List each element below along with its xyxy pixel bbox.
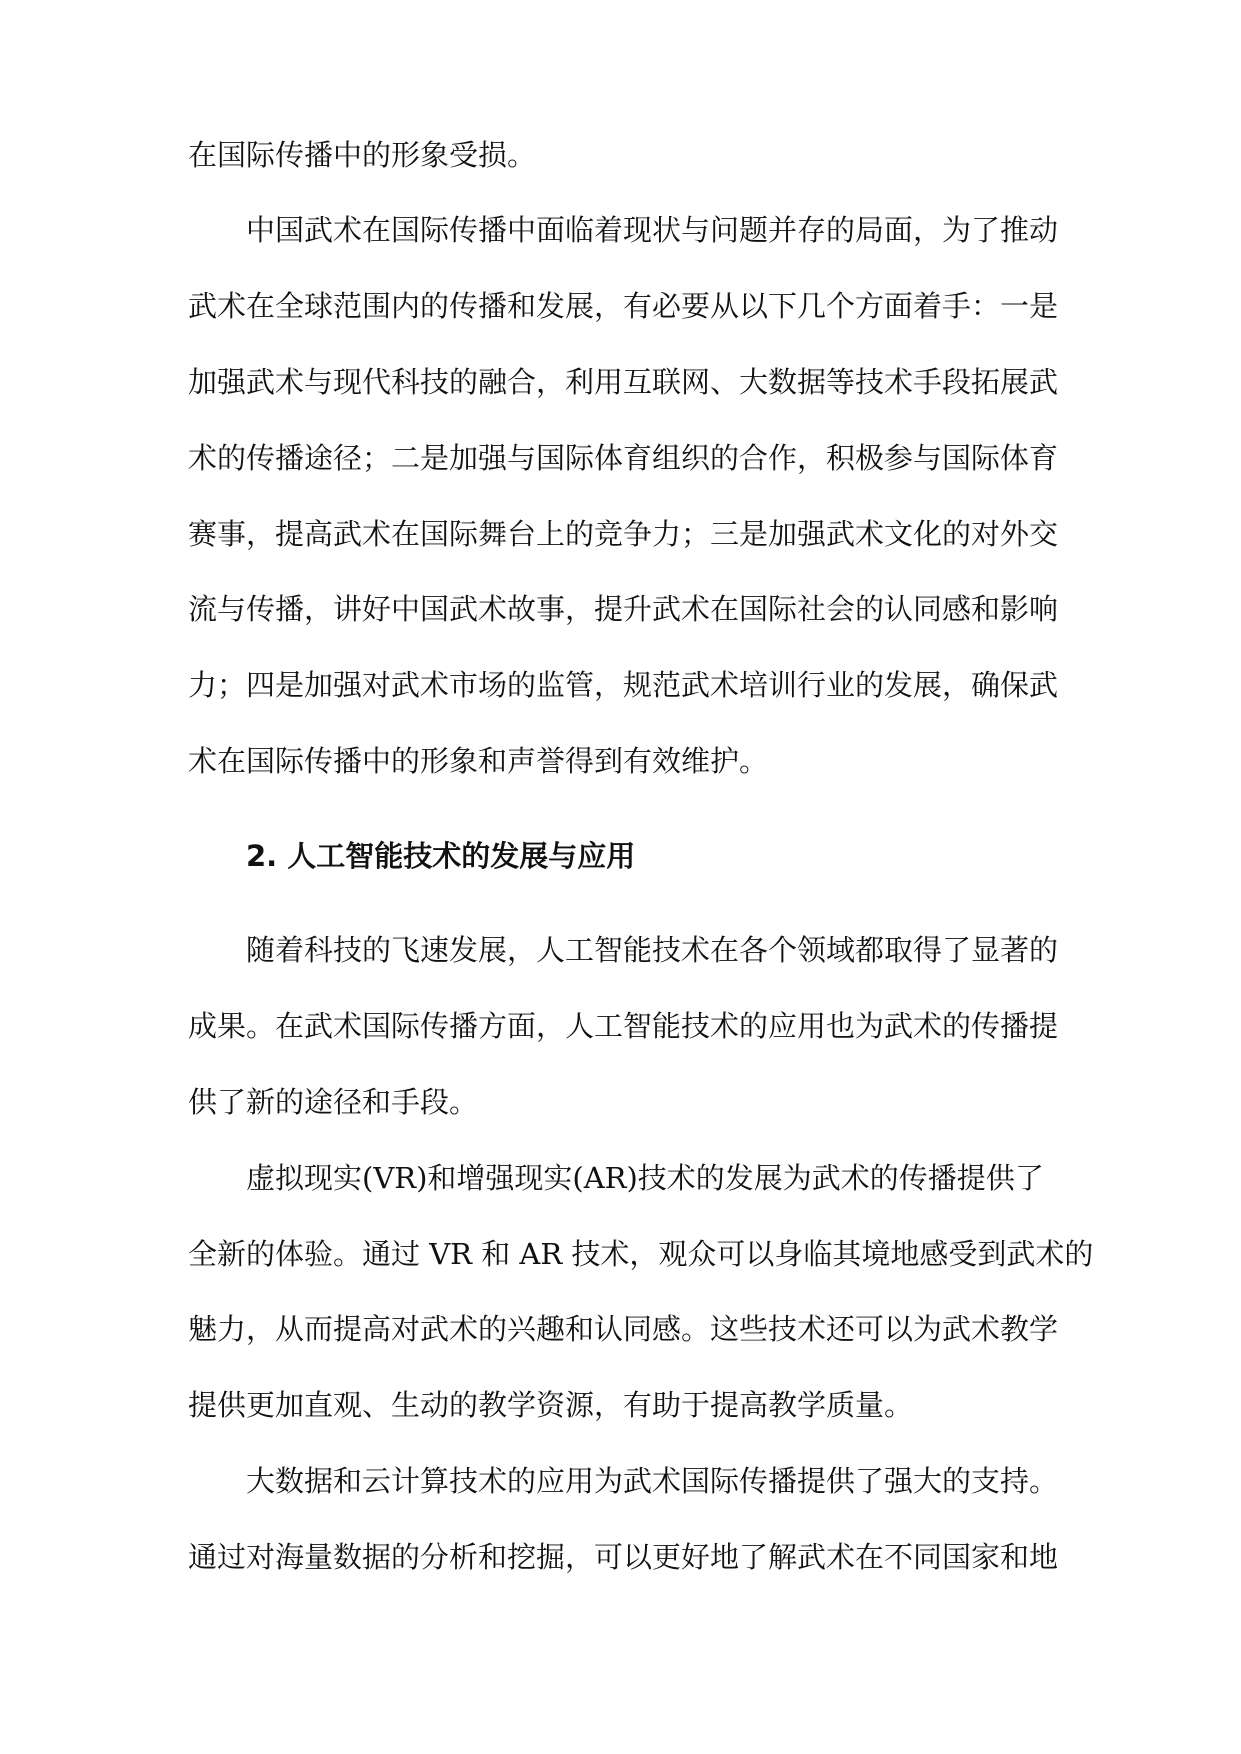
paragraph-line: 大数据和云计算技术的应用为武术国际传播提供了强大的支持。 bbox=[246, 1464, 1059, 1498]
paragraph-line: 供了新的途径和手段。 bbox=[188, 1085, 479, 1119]
paragraph-line: 术的传播途径；二是加强与国际体育组织的合作，积极参与国际体育 bbox=[188, 441, 1059, 475]
paragraph-line: 赛事，提高武术在国际舞台上的竞争力；三是加强武术文化的对外交 bbox=[188, 517, 1059, 551]
section-heading: 2. 人工智能技术的发展与应用 bbox=[246, 839, 636, 873]
paragraph-line: 中国武术在国际传播中面临着现状与问题并存的局面，为了推动 bbox=[246, 213, 1059, 247]
paragraph-line: 通过对海量数据的分析和挖掘，可以更好地了解武术在不同国家和地 bbox=[188, 1540, 1059, 1574]
paragraph-line: 术在国际传播中的形象和声誉得到有效维护。 bbox=[188, 744, 769, 778]
paragraph-line: 虚拟现实(VR)和增强现实(AR)技术的发展为武术的传播提供了 bbox=[246, 1161, 1044, 1195]
paragraph-line: 全新的体验。通过 VR 和 AR 技术，观众可以身临其境地感受到武术的 bbox=[188, 1237, 1094, 1271]
paragraph-line: 武术在全球范围内的传播和发展，有必要从以下几个方面着手：一是 bbox=[188, 289, 1059, 323]
paragraph-line: 成果。在武术国际传播方面，人工智能技术的应用也为武术的传播提 bbox=[188, 1009, 1059, 1043]
paragraph-line: 提供更加直观、生动的教学资源，有助于提高教学质量。 bbox=[188, 1388, 914, 1422]
paragraph-line: 魅力，从而提高对武术的兴趣和认同感。这些技术还可以为武术教学 bbox=[188, 1312, 1059, 1346]
paragraph-line: 随着科技的飞速发展，人工智能技术在各个领域都取得了显著的 bbox=[246, 933, 1059, 967]
paragraph-line: 流与传播，讲好中国武术故事，提升武术在国际社会的认同感和影响 bbox=[188, 592, 1059, 626]
paragraph-line: 加强武术与现代科技的融合，利用互联网、大数据等技术手段拓展武 bbox=[188, 365, 1059, 399]
paragraph-line: 在国际传播中的形象受损。 bbox=[188, 138, 537, 172]
paragraph-line: 力；四是加强对武术市场的监管，规范武术培训行业的发展，确保武 bbox=[188, 668, 1059, 702]
